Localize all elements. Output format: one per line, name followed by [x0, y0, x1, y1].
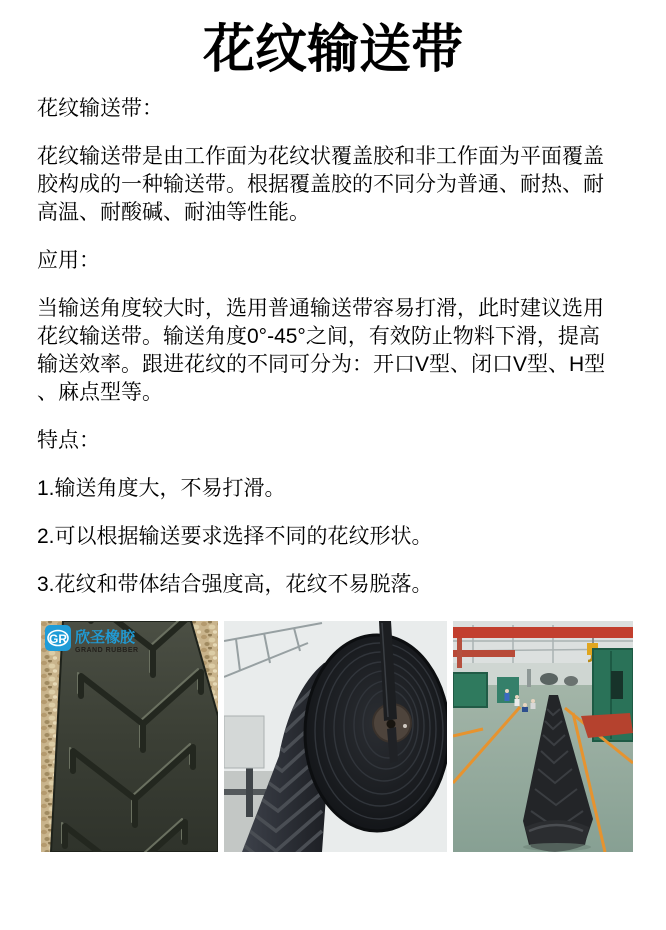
logo-english-name: GRAND RUBBER [75, 647, 139, 654]
factory-floor-belt-photo [453, 621, 633, 852]
intro-label: 花纹输送带： [37, 97, 163, 120]
grand-rubber-logo [45, 625, 139, 654]
logo-chinese-name: 欣圣橡胶 [75, 629, 136, 646]
belt-roll-photo [224, 621, 447, 852]
logo-monogram: GR [49, 632, 67, 646]
product-photo-gallery [41, 621, 666, 852]
belt-roll [305, 635, 447, 831]
page-title: 花纹输送带 [202, 21, 463, 79]
feature-item-1: 1.输送角度大，不易打滑。 [37, 477, 286, 500]
body-text [37, 95, 607, 599]
application-paragraph: 当输送角度较大时，选用普通输送带容易打滑，此时建议选用花纹输送带。输送角度0°-45°之间，有效防止物料下滑，提高输送效率。跟进花纹的不同可分为：开口V型、闭口V型、H型、麻点型等。 [37, 297, 606, 404]
chevron-belt-closeup-photo [41, 621, 218, 852]
feature-item-3: 3.花纹和带体结合强度高，花纹不易脱落。 [37, 573, 433, 596]
feature-item-2: 2.可以根据输送要求选择不同的花纹形状。 [37, 525, 433, 548]
intro-paragraph: 花纹输送带是由工作面为花纹状覆盖胶和非工作面为平面覆盖胶构成的一种输送带。根据覆盖胶的不同分为普通、耐热、耐高温、耐酸碱、耐油等性能。 [37, 145, 604, 224]
application-label: 应用： [37, 249, 100, 272]
features-label: 特点： [37, 429, 100, 452]
